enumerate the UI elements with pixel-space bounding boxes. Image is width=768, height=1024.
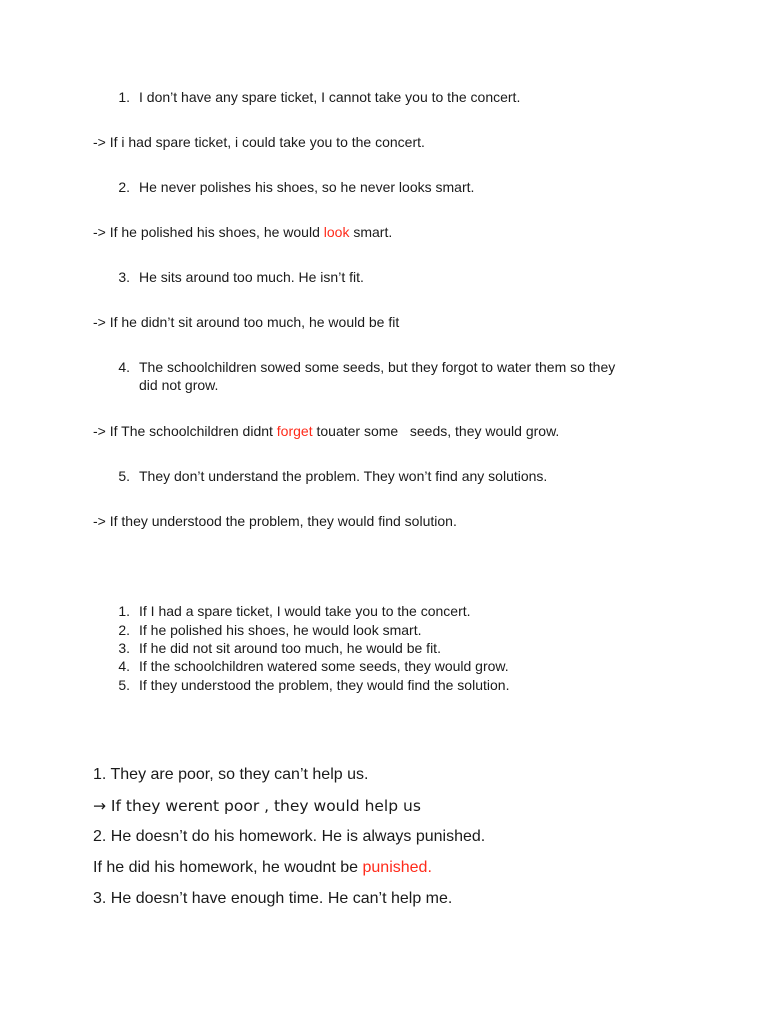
item-sentence: He sits around too much. He isn’t fit. (139, 269, 364, 285)
list-number: 1. (118, 603, 130, 619)
item-number: 2. (118, 179, 130, 195)
item-sentence: They don’t understand the problem. They won’t find any solutions. (139, 468, 548, 484)
highlighted-word: look (323, 224, 350, 240)
item-number: 1. (118, 89, 130, 105)
answer-text: -> If he polished his shoes, he would (93, 224, 324, 240)
item-answer: -> If he didn’t sit around too much, he would be fit (93, 314, 400, 330)
highlighted-word: forget (276, 423, 313, 439)
item-answer: -> If i had spare ticket, i could take you to the concert. (93, 134, 425, 150)
list-number: 4. (118, 658, 130, 674)
item-sentence: He never polishes his shoes, so he never looks smart. (139, 179, 475, 195)
exercise-sentence: 1. They are poor, so they can’t help us. (93, 766, 369, 783)
list-number: 2. (118, 622, 130, 638)
list-item: If I had a spare ticket, I would take you to the concert. (139, 603, 471, 619)
item-sentence-continued: did not grow. (139, 377, 219, 393)
list-item: If they understood the problem, they would find the solution. (139, 677, 510, 693)
answer-text: If he did his homework, he woudnt be (93, 859, 363, 876)
answer-text: -> If The schoolchildren didnt (93, 423, 277, 439)
answer-text: smart. (349, 224, 393, 240)
list-number: 5. (118, 677, 130, 693)
highlighted-word: punished. (362, 859, 432, 876)
item-number: 5. (118, 468, 130, 484)
item-answer: -> If they understood the problem, they would find solution. (93, 513, 457, 529)
exercise-sentence: 3. He doesn’t have enough time. He can’t help me. (93, 890, 453, 907)
list-item: If the schoolchildren watered some seeds, they would grow. (139, 658, 509, 674)
list-number: 3. (118, 640, 130, 656)
item-number: 3. (118, 269, 130, 285)
item-answer (93, 223, 392, 241)
item-sentence: I don’t have any spare ticket, I cannot take you to the concert. (139, 89, 521, 105)
exercise-sentence: 2. He doesn’t do his homework. He is always punished. (93, 828, 486, 845)
exercise-answer (93, 858, 432, 878)
item-answer (93, 422, 559, 440)
list-item: If he polished his shoes, he would look smart. (139, 622, 422, 638)
answer-text: touater some seeds, they would grow. (312, 423, 560, 439)
list-item: If he did not sit around too much, he would be fit. (139, 640, 441, 656)
item-number: 4. (118, 359, 130, 375)
exercise-answer: → If they werent poor , they would help us (93, 797, 421, 815)
item-sentence: The schoolchildren sowed some seeds, but they forgot to water them so they (139, 359, 616, 375)
